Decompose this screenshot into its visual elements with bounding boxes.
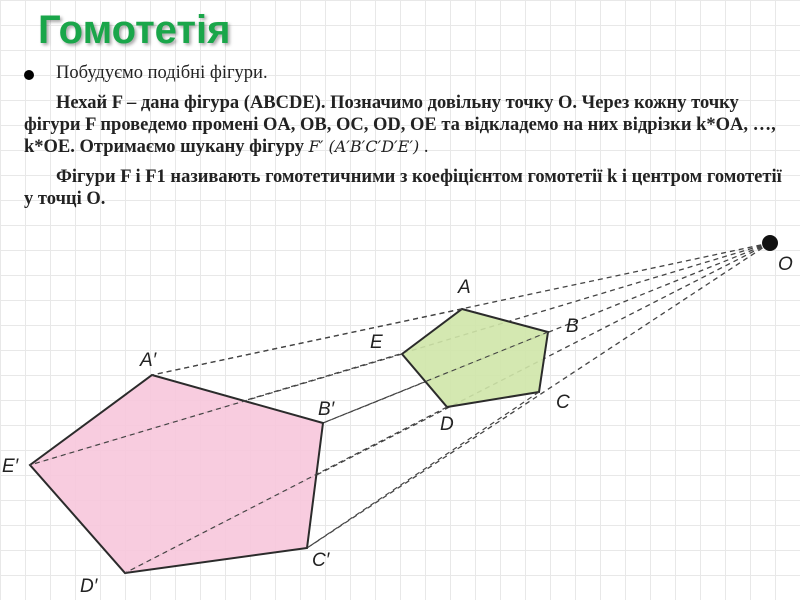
label-c: C: [556, 392, 570, 413]
slide-title: Гомотетія: [38, 8, 231, 52]
center-point: [762, 235, 778, 251]
paragraph-1-text: Побудуємо подібні фігури.: [56, 63, 268, 83]
label-b: B: [566, 316, 579, 337]
label-a: A: [458, 277, 471, 298]
label-b-prime: B′: [318, 399, 335, 420]
paragraph-2-end: .: [419, 137, 429, 157]
label-o: O: [778, 254, 793, 275]
label-d-prime: D′: [80, 576, 98, 597]
small-polygon: [402, 309, 548, 407]
ray-c: [307, 243, 770, 548]
large-polygon: [30, 375, 323, 573]
paragraph-2-text: Нехай F – дана фігура (ABCDE). Позначимо довільну точку O. Через кожну точку фігури F проведемо промені OA, OB, OC, OD, OE та відкладемо на них відрізки k*OA, …, k*OE. Отримаємо шукану фігуру: [24, 93, 776, 157]
label-d: D: [440, 414, 454, 435]
paragraph-3-text: Фігури F і F1 називають гомотетичними з коефіцієнтом гомотетії k і центром гомотетії у точці O.: [24, 167, 782, 209]
paragraph-2-formula: F′ (A′B′C′D′E′): [308, 137, 420, 156]
label-c-prime: C′: [312, 550, 330, 571]
label-e-prime: E′: [2, 456, 19, 477]
label-a-prime: A′: [140, 350, 157, 371]
label-e: E: [370, 332, 383, 353]
